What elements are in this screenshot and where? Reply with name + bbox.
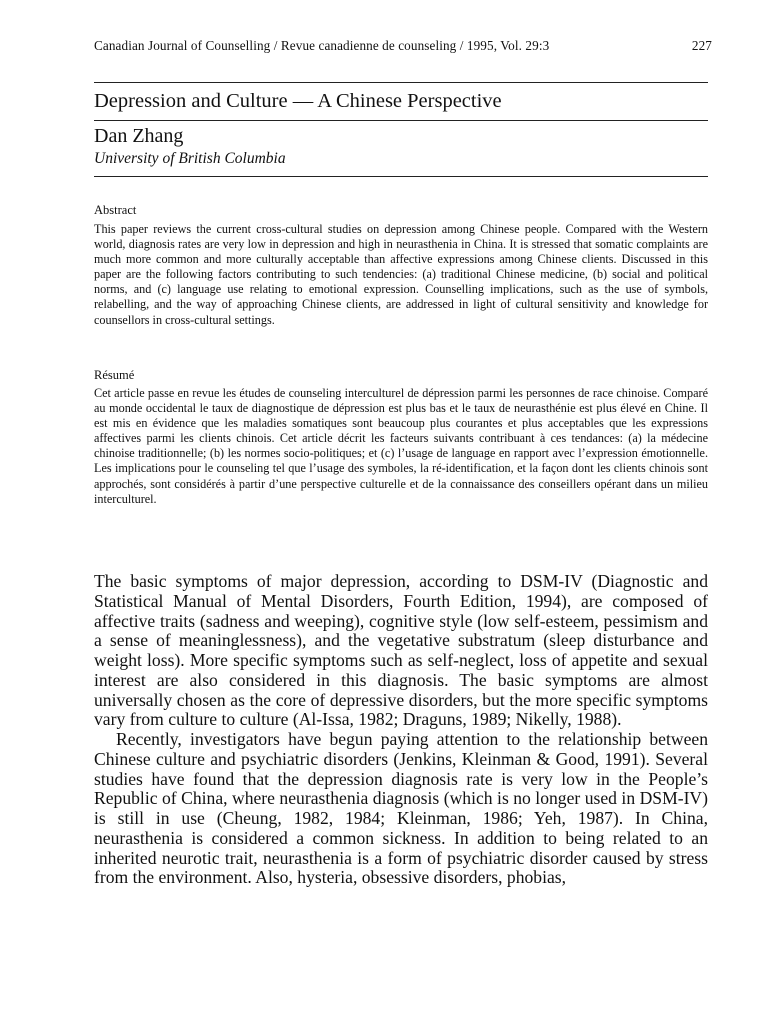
page-number: 227 — [691, 38, 712, 53]
article-title: Depression and Culture — A Chinese Perspective — [94, 90, 502, 112]
title-rule — [94, 120, 708, 121]
body-text — [94, 572, 708, 888]
body-paragraph-1: The basic symptoms of major depression, according to DSM-IV (Diagnostic and Statistical Manual of Mental Disorders, Fourth Edition, 1994), are composed of affective traits (sadness and weeping), cognitive style (low self-esteem, pessimism and a sense of meaninglessness), and the vegetative substratum (sleep disturbance and weight loss). More specific symptoms such as self-neglect, loss of appetite and sexual interest are also considered in this diagnosis. The basic symptoms are almost universally chosen as the core of depressive disorders, but the more specific symptoms vary from culture to culture (Al-Issa, 1982; Draguns, 1989; Nikelly, 1988). — [94, 571, 708, 730]
header-bottom-rule — [94, 176, 708, 177]
resume-text: Cet article passe en revue les études de counseling interculturel de dépression parmi les personnes de race chinoise. Comparé au monde occidental le taux de diagnostique de dépression est plus bas et le taux de neurasthénie est plus élevé en Chine. Il est mis en évidence que les maladies somatiques sont beaucoup plus courantes et plus acceptables que les expressions affectives parmi les clients chinois. Cet article décrit les facteurs suivants contribuant à ces tendances: (a) la médecine chinoise traditionnelle; (b) les normes socio-politiques; et (c) l’usage de language en rapport avec l’expression émotionnelle. Les implications pour le counseling tel que l’usage des symboles, la ré-identification, et la façon dont les clients chinois sont approchés, sont considérés à partir d’une perspective culturelle et de la connaissance des conseillers opérant dans un milieu interculturel. — [94, 386, 708, 506]
author-name: Dan Zhang — [94, 125, 184, 147]
abstract-heading: Abstract — [94, 203, 137, 217]
top-rule — [94, 82, 708, 83]
abstract-text: This paper reviews the current cross-cultural studies on depression among Chinese people. Compared with the Western world, diagnosis rates are very low in depression and high in neurasthenia in China. It is stressed that somatic complaints are much more common and more culturally acceptable than affective expressions among Chinese clients. Discussed in this paper are the following factors contributing to such tendencies: (a) traditional Chinese medicine, (b) social and political norms, and (c) language use relating to emotional expression. Counselling implications, such as the use of symbols, relabelling, and the way of approaching Chinese clients, are addressed in light of cultural sensitivity and knowledge for counsellors in cross-cultural settings. — [94, 222, 708, 327]
journal-citation: Canadian Journal of Counselling / Revue canadienne de counseling / 1995, Vol. 29:3 — [94, 38, 550, 53]
resume-heading: Résumé — [94, 368, 135, 382]
running-head — [94, 38, 712, 54]
body-paragraph-2: Recently, investigators have begun paying attention to the relationship between Chinese culture and psychiatric disorders (Jenkins, Kleinman & Good, 1991). Several studies have found that the depression diagnosis rate is very low in the People’s Republic of China, where neurasthenia diagnosis (which is no longer used in DSM-IV) is still in use (Cheung, 1982, 1984; Kleinman, 1986; Yeh, 1987). In China, neurasthenia is considered a common sickness. In addition to being related to an inherited neurotic trait, neurasthenia is a form of psychiatric disorder caused by stress from the environment. Also, hysteria, obsessive disorders, phobias, — [94, 729, 708, 888]
author-affiliation: University of British Columbia — [94, 150, 286, 167]
